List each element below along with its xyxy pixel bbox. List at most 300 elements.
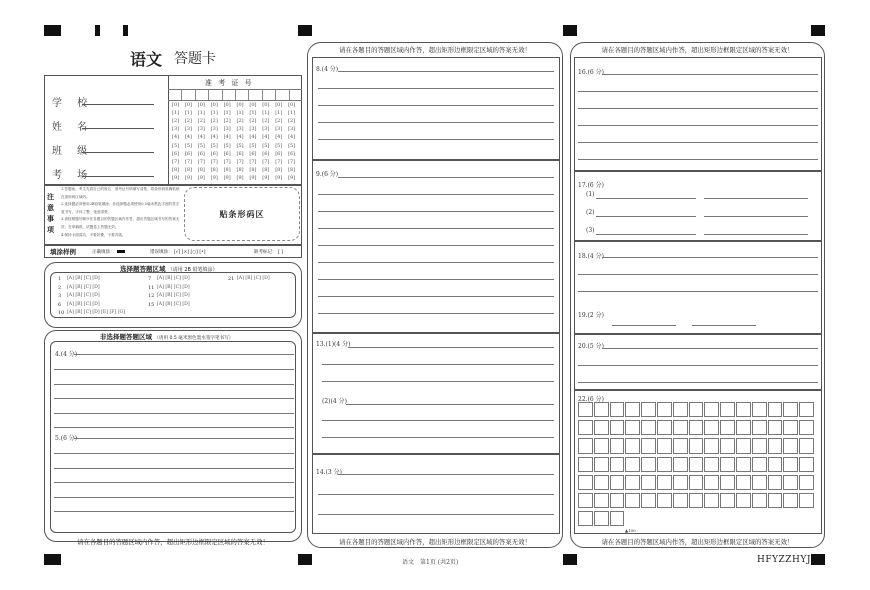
answer-line[interactable] [578, 159, 818, 160]
grid-cell[interactable] [673, 402, 688, 417]
id-digit-bubble[interactable]: [7] [249, 158, 257, 165]
field-room: 考 场 [52, 170, 94, 181]
grid-cell[interactable] [783, 438, 798, 453]
answer-line[interactable] [338, 71, 554, 72]
choice-question-number: 7 [148, 276, 152, 282]
grid-cell[interactable] [657, 420, 672, 435]
q8-label: 8.(4 分) [316, 66, 339, 73]
answer-line[interactable] [602, 348, 818, 349]
answer-line[interactable] [338, 177, 554, 178]
id-digit-bubble[interactable]: [4] [275, 134, 283, 141]
grid-cell[interactable] [752, 420, 767, 435]
grid-cell[interactable] [689, 457, 704, 472]
answer-line[interactable] [578, 142, 818, 143]
grid-cell[interactable] [736, 420, 751, 435]
timing-mark [811, 554, 825, 565]
id-digit-bubble[interactable]: [7] [236, 158, 244, 165]
answer-line[interactable] [318, 194, 554, 195]
id-digit-bubble[interactable]: [3] [223, 126, 231, 133]
id-digit-bubble[interactable]: [4] [262, 134, 270, 141]
grid-cell[interactable] [578, 402, 593, 417]
q8-box [312, 57, 560, 160]
choice-question-number: 3 [58, 293, 62, 300]
answer-line[interactable] [322, 364, 554, 365]
id-digit-bubble[interactable]: [6] [223, 150, 231, 157]
id-digit-bubble[interactable]: [1] [223, 110, 231, 117]
q16-label: 16.(6 分) [578, 69, 604, 76]
id-digit-bubble[interactable]: [4] [210, 134, 218, 141]
answer-line[interactable] [322, 420, 554, 421]
grid-cell[interactable] [720, 402, 735, 417]
id-digit-bubble[interactable]: [0] [223, 102, 231, 108]
grid-cell[interactable] [594, 511, 609, 526]
warning-text: 请在各题目的答题区域内作答，超出矩形边框限定区域的答案无效！ [601, 538, 794, 546]
grid-cell[interactable] [799, 475, 814, 490]
id-digit-bubble[interactable]: [0] [288, 102, 296, 108]
id-digit-bubble[interactable]: [1] [288, 110, 296, 117]
answer-line[interactable] [318, 245, 554, 246]
id-digit-bubble[interactable]: [0] [172, 102, 180, 108]
id-digit-bubble[interactable]: [2] [210, 118, 218, 125]
grid-cell[interactable] [578, 438, 593, 453]
id-digit-bubble[interactable]: [6] [172, 150, 180, 157]
id-digit-bubble[interactable]: [6] [236, 150, 244, 157]
grid-cell[interactable] [641, 457, 656, 472]
id-digit-bubble[interactable]: [1] [262, 110, 270, 117]
answer-line[interactable] [322, 381, 554, 382]
id-digit-bubble[interactable]: [1] [210, 110, 218, 117]
q4-label: 4.(4 分) [55, 351, 78, 358]
choice-option-bubbles[interactable]: [A] [B] [C] [D] [67, 276, 100, 281]
timing-mark [298, 554, 312, 565]
answer-line[interactable] [692, 325, 756, 326]
grid-cell[interactable] [720, 457, 735, 472]
id-digit-bubble[interactable]: [2] [197, 118, 205, 125]
id-digit-bubble[interactable]: [7] [262, 158, 270, 165]
field-name: 姓 名 [52, 122, 94, 133]
id-digit-bubble[interactable]: [0] [249, 102, 257, 108]
id-digit-bubble[interactable]: [4] [223, 134, 231, 141]
answer-line[interactable] [596, 216, 696, 217]
answer-line[interactable] [578, 125, 818, 126]
id-digit-bubble[interactable]: [6] [275, 150, 283, 157]
id-digit-bubble[interactable]: [5] [172, 142, 180, 149]
grid-cell[interactable] [799, 493, 814, 508]
grid-cell[interactable] [752, 402, 767, 417]
id-digit-bubble[interactable]: [8] [184, 166, 192, 173]
id-digit-bubble[interactable]: [0] [262, 102, 270, 108]
answer-line[interactable] [318, 105, 554, 106]
answer-line[interactable] [322, 437, 554, 438]
choice-option-bubbles[interactable]: [A] [B] [C] [D] [237, 276, 270, 281]
id-digit-bubble[interactable]: [7] [172, 158, 180, 165]
grid-cell[interactable] [689, 420, 704, 435]
grid-cell[interactable] [799, 402, 814, 417]
choice-option-bubbles[interactable]: [A] [B] [C] [D] [E] [F] [G] [67, 310, 125, 316]
answer-line[interactable] [54, 497, 294, 498]
id-digit-bubble[interactable]: [7] [223, 158, 231, 165]
id-digit-bubble[interactable]: [8] [197, 166, 205, 173]
grid-cell[interactable] [752, 493, 767, 508]
id-digit-bubble[interactable]: [8] [288, 166, 296, 173]
grid-cell[interactable] [594, 402, 609, 417]
grid-cell[interactable] [625, 457, 640, 472]
grid-cell[interactable] [799, 438, 814, 453]
grid-cell[interactable] [720, 420, 735, 435]
id-digit-bubble[interactable]: [2] [236, 118, 244, 125]
answer-line[interactable] [74, 438, 294, 439]
id-digit-bubble[interactable]: [3] [236, 126, 244, 133]
answer-line[interactable] [318, 139, 554, 140]
grid-cell[interactable] [783, 493, 798, 508]
grid-cell[interactable] [657, 438, 672, 453]
grid-cell[interactable] [625, 402, 640, 417]
answer-line[interactable] [74, 354, 294, 355]
id-digit-bubble[interactable]: [3] [197, 126, 205, 133]
answer-line[interactable] [578, 108, 818, 109]
grid-cell[interactable] [673, 457, 688, 472]
choice-question-number: 6 [58, 301, 62, 308]
grid-cell[interactable] [783, 475, 798, 490]
id-digit-bubble[interactable]: [8] [172, 166, 180, 173]
id-digit-bubble[interactable]: [1] [275, 110, 283, 117]
grid-cell[interactable] [704, 402, 719, 417]
id-digit-bubble[interactable]: [9] [184, 174, 192, 181]
grid-cell[interactable] [594, 475, 609, 490]
page-number: 语文 第1页 (共2页) [402, 559, 459, 566]
answer-line[interactable] [704, 216, 808, 217]
answer-line[interactable] [54, 453, 294, 454]
grid-cell[interactable] [768, 493, 783, 508]
grid-cell[interactable] [578, 493, 593, 508]
id-digit-bubble[interactable]: [5] [262, 142, 270, 149]
id-digit-bubble[interactable]: [9] [249, 174, 257, 181]
timing-mark [95, 25, 100, 36]
id-digit-bubble[interactable]: [5] [288, 142, 296, 149]
answer-line[interactable] [338, 474, 554, 475]
answer-line[interactable] [318, 228, 554, 229]
id-digit-bubble[interactable]: [7] [288, 158, 296, 165]
answer-line[interactable] [578, 274, 818, 275]
grid-cell[interactable] [799, 420, 814, 435]
grid-cell[interactable] [704, 475, 719, 490]
choice-option-bubbles[interactable]: [A] [B] [C] [D] [157, 276, 190, 281]
id-digit-bubble[interactable]: [2] [275, 118, 283, 125]
page-title: 语文 [130, 50, 163, 69]
answer-line[interactable] [578, 365, 818, 366]
id-digit-bubble[interactable]: [8] [236, 166, 244, 173]
id-digit-bubble[interactable]: [2] [172, 118, 180, 125]
id-digit-bubble[interactable]: [6] [184, 150, 192, 157]
id-digit-bubble[interactable]: [4] [236, 134, 244, 141]
id-digit-bubble[interactable]: [8] [275, 166, 283, 173]
fill-correct: 正确填涂： [92, 249, 125, 255]
answer-line[interactable] [704, 234, 808, 235]
timing-mark [44, 554, 61, 565]
id-digit-bubble[interactable]: [6] [210, 150, 218, 157]
answer-line[interactable] [318, 279, 554, 280]
answer-line[interactable] [704, 198, 808, 199]
id-digit-bubble[interactable]: [6] [249, 150, 257, 157]
id-digit-bubble[interactable]: [3] [288, 126, 296, 133]
id-digit-bubble[interactable]: [5] [184, 142, 192, 149]
id-digit-bubble[interactable]: [0] [210, 102, 218, 108]
choice-title: 选择题答题区域 （请用 2B 铅笔填涂） [120, 265, 218, 273]
choice-option-bubbles[interactable]: [A] [B] [C] [D] [67, 301, 100, 307]
choice-option-bubbles[interactable]: [A] [B] [C] [D] [67, 293, 100, 299]
barcode-area [184, 187, 300, 241]
grid-cell[interactable] [752, 475, 767, 490]
choice-question-number: 10 [58, 310, 65, 317]
q17-label: 17.(6 分) [578, 182, 604, 189]
id-digit-bubble[interactable]: [5] [223, 142, 231, 149]
choice-question-number: 1 [58, 276, 62, 282]
grid-cell[interactable] [704, 457, 719, 472]
grid-cell[interactable] [641, 475, 656, 490]
choice-option-bubbles[interactable]: [A] [B] [C] [D] [67, 284, 100, 290]
grid-cell[interactable] [704, 420, 719, 435]
answer-line[interactable] [346, 404, 554, 405]
grid-cell[interactable] [689, 402, 704, 417]
answer-line[interactable] [602, 257, 818, 258]
page-subtitle: 答题卡 [174, 51, 216, 67]
grid-cell[interactable] [736, 475, 751, 490]
field-school: 学 校 [52, 98, 94, 109]
grid-cell[interactable] [610, 493, 625, 508]
grid-cell[interactable] [783, 457, 798, 472]
grid-cell[interactable] [704, 438, 719, 453]
id-digit-bubble[interactable]: [1] [236, 110, 244, 117]
id-digit-bubble[interactable]: [2] [288, 118, 296, 125]
grid-cell[interactable] [768, 457, 783, 472]
grid-cell[interactable] [673, 475, 688, 490]
grid-cell[interactable] [578, 511, 593, 526]
answer-line[interactable] [348, 347, 554, 348]
answer-line[interactable] [54, 511, 294, 512]
id-digit-bubble[interactable]: [5] [249, 142, 257, 149]
id-digit-bubble[interactable]: [1] [197, 110, 205, 117]
grid-cell[interactable] [625, 438, 640, 453]
grid-cell[interactable] [625, 493, 640, 508]
id-digit-bubble[interactable]: [1] [184, 110, 192, 117]
grid-cell[interactable] [657, 457, 672, 472]
grid-cell[interactable] [578, 475, 593, 490]
id-digit-bubble[interactable]: [2] [223, 118, 231, 125]
grid-cell[interactable] [768, 438, 783, 453]
timing-mark [811, 25, 825, 36]
answer-line[interactable] [54, 468, 294, 469]
id-digit-bubble[interactable]: [7] [275, 158, 283, 165]
grid-cell[interactable] [657, 475, 672, 490]
grid-cell[interactable] [657, 493, 672, 508]
id-digit-bubble[interactable]: [4] [184, 134, 192, 141]
answer-line[interactable] [318, 494, 554, 495]
id-digit-bubble[interactable]: [3] [262, 126, 270, 133]
grid-cell[interactable] [610, 457, 625, 472]
grid-cell[interactable] [610, 420, 625, 435]
paper-code: HFYZZHYJ [757, 555, 811, 565]
grid-cell[interactable] [720, 493, 735, 508]
choice-question-number: 21 [228, 276, 235, 282]
grid-cell[interactable] [657, 402, 672, 417]
answer-line[interactable] [318, 88, 554, 89]
q17-box [574, 171, 822, 241]
id-digit-bubble[interactable]: [5] [236, 142, 244, 149]
answer-line[interactable] [578, 291, 818, 292]
id-digit-bubble[interactable]: [1] [249, 110, 257, 117]
grid-cell[interactable] [578, 457, 593, 472]
grid-cell[interactable] [752, 457, 767, 472]
id-digit-bubble[interactable]: [8] [210, 166, 218, 173]
id-digit-bubble[interactable]: [0] [275, 102, 283, 108]
id-digit-bubble[interactable]: [0] [197, 102, 205, 108]
id-digit-bubble[interactable]: [0] [184, 102, 192, 108]
id-digit-bubble[interactable]: [4] [288, 134, 296, 141]
grid-cell[interactable] [641, 402, 656, 417]
id-digit-bubble[interactable]: [1] [172, 110, 180, 117]
id-digit-bubble[interactable]: [4] [249, 134, 257, 141]
id-digit-bubble[interactable]: [8] [249, 166, 257, 173]
id-digit-bubble[interactable]: [9] [223, 174, 231, 181]
grid-cell[interactable] [799, 457, 814, 472]
choice-question-number: 15 [148, 301, 155, 308]
grid-cell[interactable] [610, 475, 625, 490]
answer-line[interactable] [612, 325, 676, 326]
fill-absent: 缺考标记： [ ] [254, 250, 283, 255]
id-digit-bubble[interactable]: [3] [275, 126, 283, 133]
grid-cell[interactable] [689, 438, 704, 453]
answer-line[interactable] [54, 369, 294, 370]
grid-cell[interactable] [641, 438, 656, 453]
id-digit-bubble[interactable]: [8] [262, 166, 270, 173]
grid-cell[interactable] [736, 438, 751, 453]
timing-mark [563, 25, 577, 36]
id-digit-bubble[interactable]: [3] [210, 126, 218, 133]
id-digit-bubble[interactable]: [7] [197, 158, 205, 165]
grid-cell[interactable] [625, 420, 640, 435]
grid-cell[interactable] [768, 475, 783, 490]
grid-cell[interactable] [594, 438, 609, 453]
grid-cell[interactable] [704, 493, 719, 508]
grid-cell[interactable] [783, 420, 798, 435]
grid-cell[interactable] [689, 493, 704, 508]
answer-line[interactable] [318, 122, 554, 123]
id-digit-bubble[interactable]: [6] [262, 150, 270, 157]
id-digit-bubble[interactable]: [5] [275, 142, 283, 149]
answer-line[interactable] [318, 296, 554, 297]
id-digit-bubble[interactable]: [9] [236, 174, 244, 181]
q18-box [574, 241, 822, 334]
grid-cell[interactable] [578, 420, 593, 435]
grid-cell[interactable] [610, 511, 625, 526]
id-digit-bubble[interactable]: [6] [288, 150, 296, 157]
grid-cell[interactable] [768, 402, 783, 417]
answer-line[interactable] [578, 91, 818, 92]
exam-id-label: 准 考 证 号 [205, 79, 254, 87]
q17-part1: (1) [586, 191, 595, 198]
answer-line[interactable] [54, 427, 294, 428]
choice-option-bubbles[interactable]: [A] [B] [C] [D] [157, 284, 190, 290]
grid-cell[interactable] [736, 402, 751, 417]
id-digit-bubble[interactable]: [5] [197, 142, 205, 149]
id-digit-bubble[interactable]: [6] [197, 150, 205, 157]
id-digit-bubble[interactable]: [0] [236, 102, 244, 108]
grid-cell[interactable] [594, 493, 609, 508]
choice-question-number: 11 [148, 284, 155, 291]
answer-line[interactable] [596, 234, 696, 235]
id-digit-bubble[interactable]: [9] [172, 174, 180, 181]
id-digit-bubble[interactable]: [2] [262, 118, 270, 125]
fill-wrong: 错误填涂： [√] [×] [○] [•] [150, 250, 206, 255]
answer-line[interactable] [54, 384, 294, 385]
grid-cell[interactable] [673, 438, 688, 453]
grid-cell[interactable] [783, 402, 798, 417]
answer-line[interactable] [596, 198, 696, 199]
grid-cell[interactable] [720, 438, 735, 453]
grid-cell[interactable] [720, 475, 735, 490]
grid-cell[interactable] [736, 457, 751, 472]
answer-line[interactable] [602, 74, 818, 75]
grid-cell[interactable] [673, 420, 688, 435]
answer-line[interactable] [318, 514, 554, 515]
grid-cell[interactable] [610, 402, 625, 417]
answer-line[interactable] [54, 482, 294, 483]
choice-option-bubbles[interactable]: [A] [B] [C] [D] [157, 293, 190, 299]
id-digit-bubble[interactable]: [9] [197, 174, 205, 181]
answer-line[interactable] [318, 211, 554, 212]
q13-box [312, 333, 560, 454]
notice-label: 注意事项 [47, 193, 54, 234]
id-digit-bubble[interactable]: [9] [210, 174, 218, 181]
answer-line[interactable] [54, 398, 294, 399]
id-digit-bubble[interactable]: [3] [172, 126, 180, 133]
grid-cell[interactable] [641, 493, 656, 508]
grid-cell[interactable] [594, 457, 609, 472]
grid-cell[interactable] [736, 493, 751, 508]
answer-line[interactable] [318, 313, 554, 314]
grid-cell[interactable] [768, 420, 783, 435]
answer-line[interactable] [578, 382, 818, 383]
grid-cell[interactable] [673, 493, 688, 508]
grid-cell[interactable] [689, 475, 704, 490]
id-digit-bubble[interactable]: [9] [262, 174, 270, 181]
grid-cell[interactable] [752, 438, 767, 453]
q17-part2: (2) [586, 209, 595, 216]
choice-option-bubbles[interactable]: [A] [B] [C] [D] [157, 301, 190, 307]
id-digit-bubble[interactable]: [4] [172, 134, 180, 141]
id-digit-bubble[interactable]: [3] [184, 126, 192, 133]
id-digit-bubble[interactable]: [8] [223, 166, 231, 173]
id-digit-bubble[interactable]: [9] [275, 174, 283, 181]
grid-cell[interactable] [610, 438, 625, 453]
grid-cell[interactable] [641, 420, 656, 435]
id-digit-bubble[interactable]: [7] [210, 158, 218, 165]
id-digit-bubble[interactable]: [5] [210, 142, 218, 149]
warning-text: 请在各题目的答题区域内作答，超出矩形边框限定区域的答案无效！ [77, 538, 269, 546]
timing-mark [123, 25, 128, 36]
answer-line[interactable] [318, 262, 554, 263]
id-digit-bubble[interactable]: [9] [288, 174, 296, 181]
timing-mark [44, 25, 61, 36]
answer-line[interactable] [54, 413, 294, 414]
id-digit-bubble[interactable]: [4] [197, 134, 205, 141]
id-digit-bubble[interactable]: [2] [249, 118, 257, 125]
grid-cell[interactable] [594, 420, 609, 435]
id-digit-bubble[interactable]: [7] [184, 158, 192, 165]
grid-cell[interactable] [625, 475, 640, 490]
id-digit-bubble[interactable]: [2] [184, 118, 192, 125]
id-digit-bubble[interactable]: [3] [249, 126, 257, 133]
